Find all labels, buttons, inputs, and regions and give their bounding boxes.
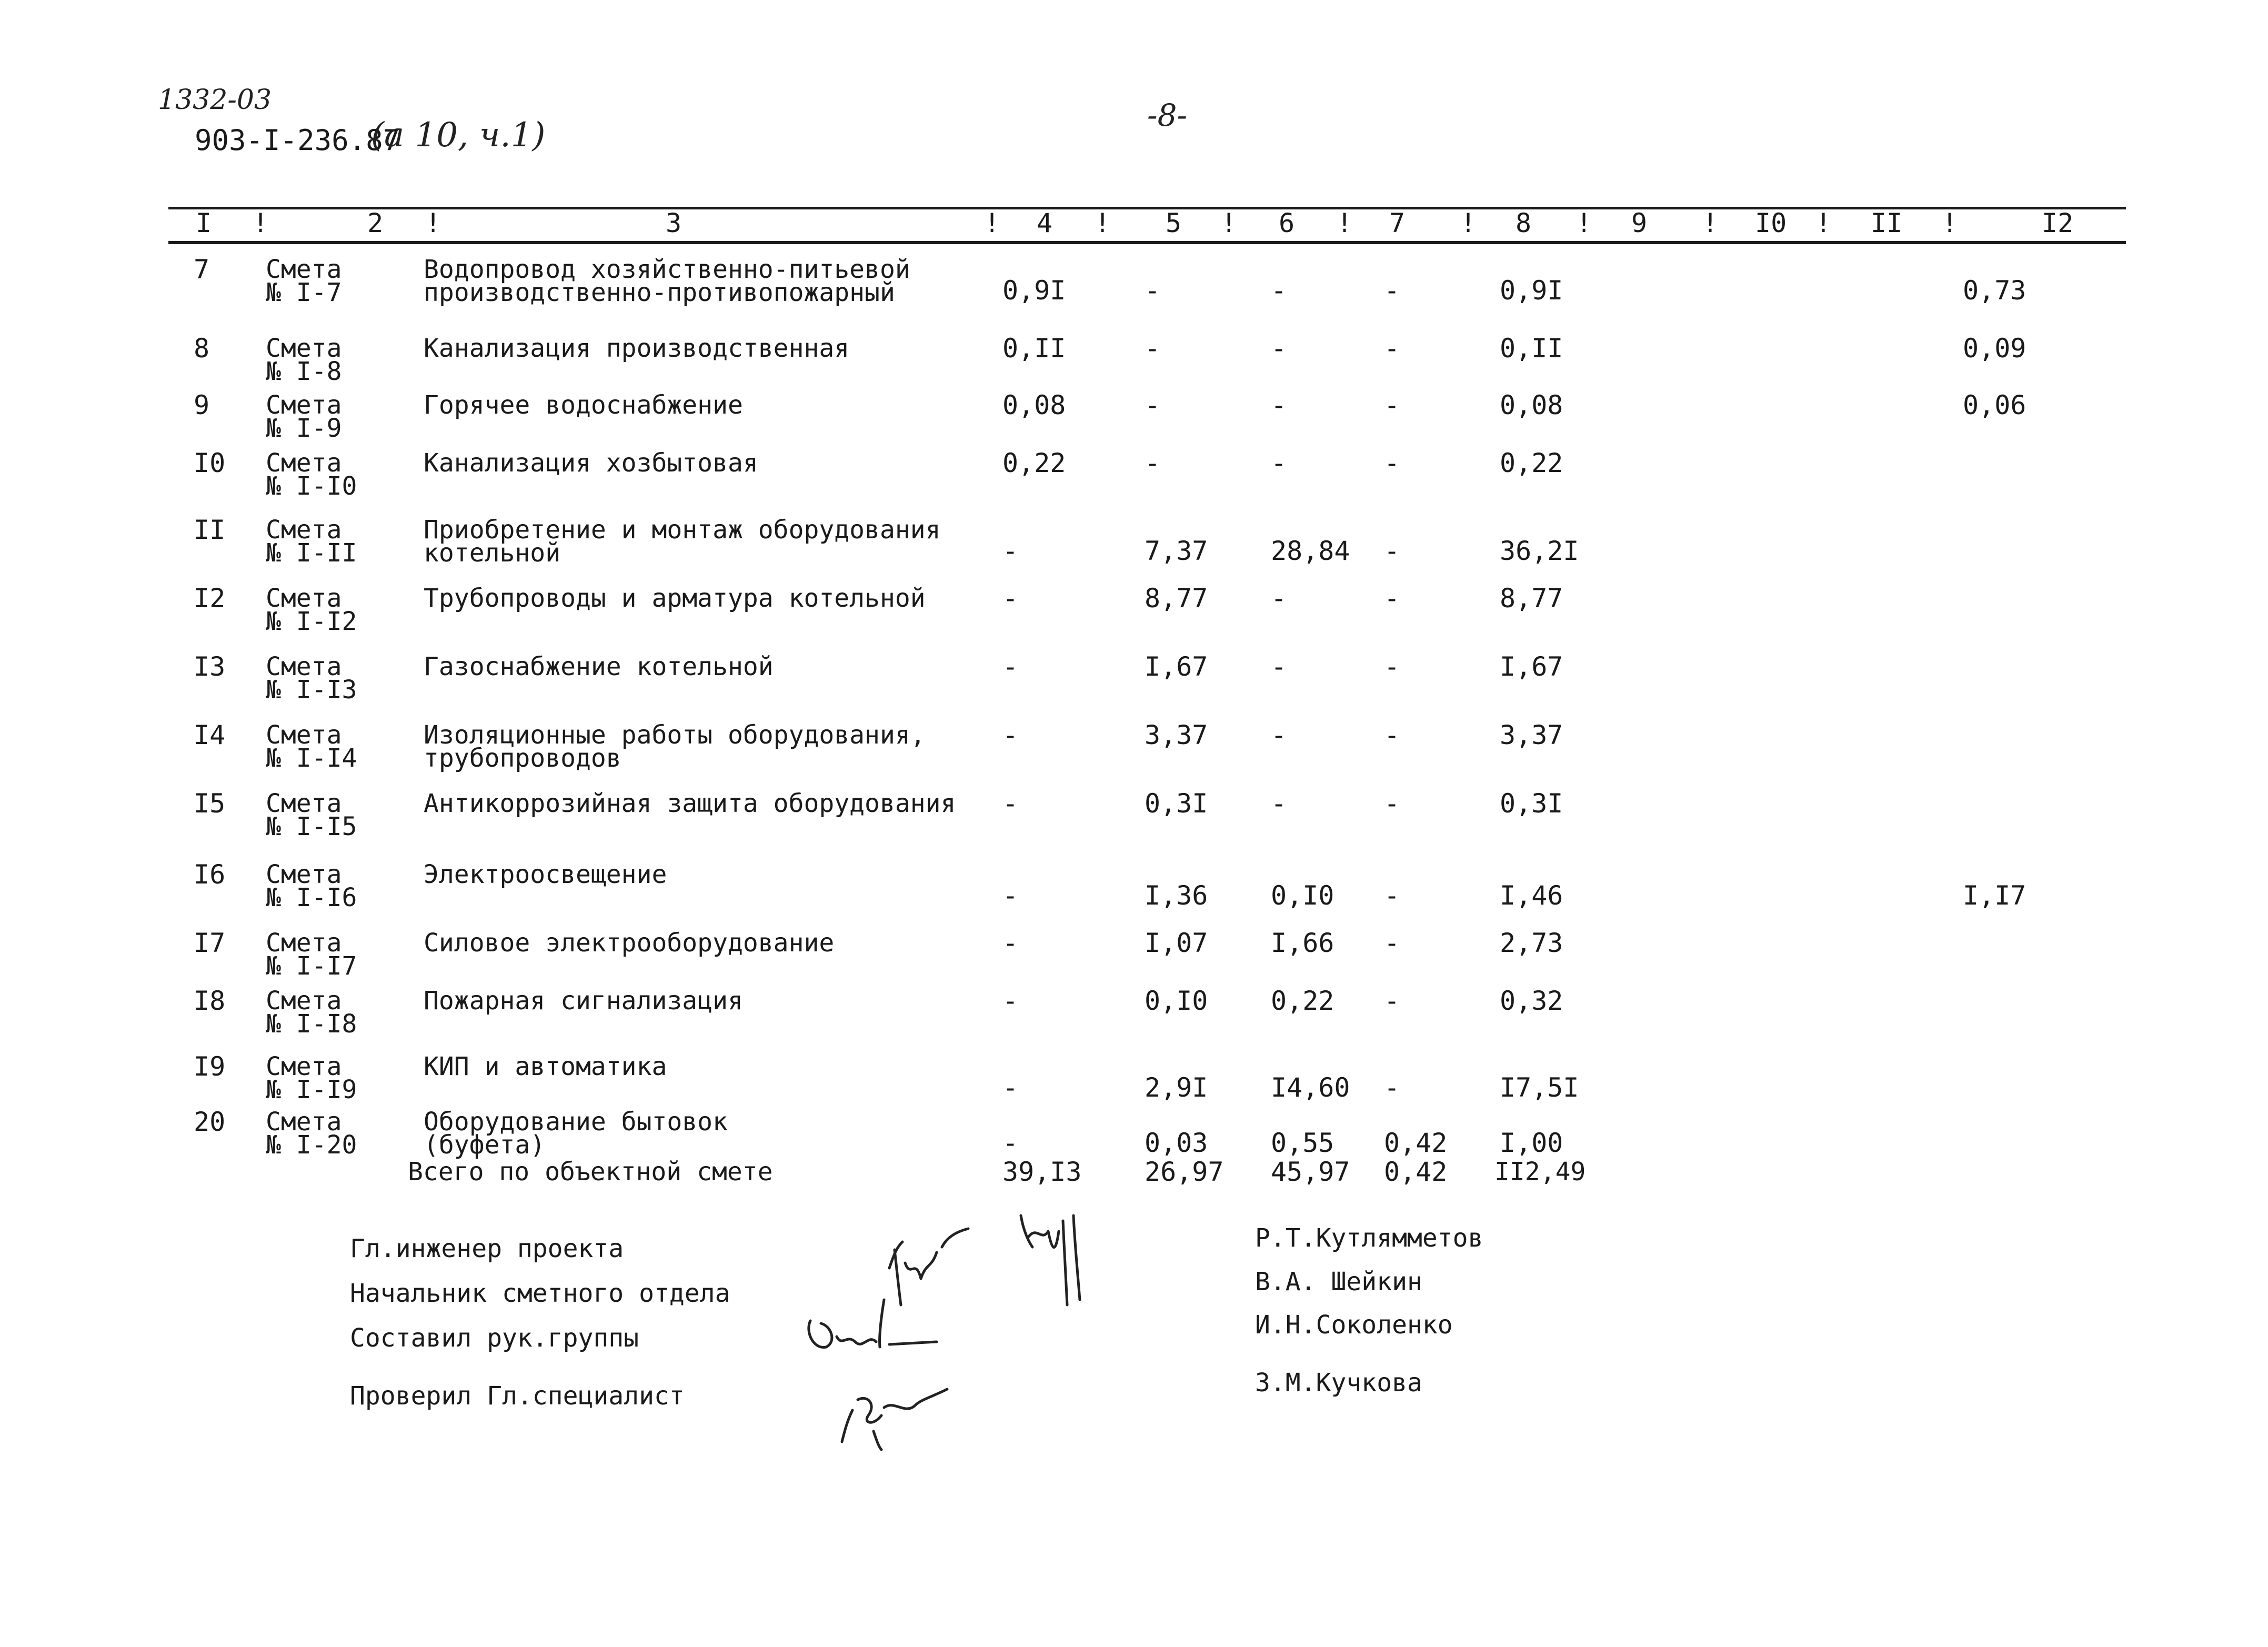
col6-value: I4,60 [1271,1072,1350,1103]
column-separator: ! [425,208,441,238]
col8-value: 8,77 [1500,583,1563,614]
column-separator: ! [1460,208,1477,238]
col7-value: - [1384,880,1400,911]
work-name-line2: производственно-противопожарный [424,278,895,307]
col6-value: 0,22 [1271,986,1334,1016]
estimate-number: № I-I2 [266,607,357,636]
col7-value: - [1384,720,1400,750]
column-separator: ! [1942,208,1958,238]
work-name: Силовое электрооборудование [424,928,835,958]
handwritten-archive-code: 1332-03 [158,84,272,116]
estimate-number: № I-I5 [266,812,357,841]
column-header: I [196,208,212,238]
column-header: 5 [1166,208,1182,238]
estimate-label: Смета [266,860,342,889]
total-col5: 26,97 [1145,1157,1224,1187]
row-number: I6 [194,859,226,890]
signatory-title: Начальник сметного отдела [350,1279,730,1308]
row-number: I3 [194,651,226,682]
work-name: Газоснабжение котельной [424,652,774,681]
col8-value: 0,3I [1500,788,1563,819]
work-name: Антикоррозийная защита оборудования [424,789,956,818]
table-row [0,720,2268,792]
signatory-title: Гл.инженер проекта [350,1234,624,1263]
signatory-name: И.Н.Соколенко [1255,1310,1453,1340]
work-name: Пожарная сигнализация [424,986,743,1016]
work-name-line2: трубопроводов [424,744,621,773]
estimate-number: № I-9 [266,414,342,443]
row-number: 9 [194,390,210,420]
col5-value: 0,3I [1145,788,1208,819]
total-col7: 0,42 [1384,1157,1448,1187]
estimate-number: № I-I4 [266,744,357,773]
table-row [0,583,2268,655]
col5-value: 8,77 [1145,583,1208,614]
col8-value: 2,73 [1500,928,1563,958]
total-col6: 45,97 [1271,1157,1350,1187]
work-name: Изоляционные работы оборудования, [424,720,926,750]
col4-value: - [1002,1072,1019,1103]
estimate-label: Смета [266,448,342,478]
estimate-label: Смета [266,334,342,363]
column-header: 3 [666,208,682,238]
estimate-number: № I-I0 [266,471,357,501]
table-row [0,986,2268,1058]
col6-value: - [1271,333,1287,364]
col7-value: - [1384,448,1400,478]
document-code: 903-I-236.87 [195,124,400,157]
column-separator: ! [253,208,269,238]
table-row [0,254,2268,326]
column-header: 4 [1037,208,1053,238]
table-row [0,448,2268,520]
col5-value: 3,37 [1145,720,1208,750]
col4-value: 0,22 [1002,448,1066,478]
header-bottom-rule [168,241,2126,244]
col5-value: I,36 [1145,880,1208,911]
col6-value: 28,84 [1271,536,1350,566]
col5-value: - [1145,333,1161,364]
col7-value: - [1384,583,1400,614]
estimate-label: Смета [266,515,342,545]
work-name: Оборудование бытовок [424,1107,728,1137]
col8-value: 0,32 [1500,986,1563,1016]
col7-value: - [1384,333,1400,364]
signatory-name: В.А. Шейкин [1255,1267,1422,1297]
total-col8: II2,49 [1494,1157,1586,1187]
col5-value: 0,03 [1145,1128,1208,1158]
table-row [0,651,2268,724]
estimate-number: № I-I9 [266,1075,357,1104]
table-row [0,859,2268,931]
row-number: I2 [194,583,226,614]
col12-value: I,I7 [1963,880,2026,911]
col4-value: - [1002,1128,1019,1158]
col6-value: - [1271,788,1287,819]
row-number: II [194,515,226,545]
col5-value: - [1145,390,1161,420]
document-code-handwritten-note: (а 10, ч.1) [371,116,546,155]
col5-value: - [1145,275,1161,306]
estimate-number: № I-20 [266,1130,357,1160]
col5-value: I,67 [1145,651,1208,682]
col7-value: - [1384,1072,1400,1103]
table-row [0,788,2268,860]
estimate-label: Смета [266,652,342,681]
handwritten-signatures [789,1200,1131,1452]
column-separator: ! [1337,208,1353,238]
col7-value: - [1384,928,1400,958]
column-separator: ! [1221,208,1237,238]
estimate-label: Смета [266,255,342,284]
col8-value: 36,2I [1500,536,1579,566]
col4-value: - [1002,788,1019,819]
col8-value: 0,9I [1500,275,1563,306]
col8-value: 0,22 [1500,448,1563,478]
page-number: -8- [1147,97,1188,133]
column-header: 9 [1631,208,1648,238]
row-number: I0 [194,448,226,478]
col7-value: - [1384,986,1400,1016]
signatory-name: З.М.Кучкова [1255,1368,1422,1398]
column-header: 7 [1389,208,1406,238]
work-name: КИП и автоматика [424,1052,667,1081]
estimate-label: Смета [266,720,342,750]
work-name: Приобретение и монтаж оборудования [424,515,941,545]
estimate-label: Смета [266,584,342,613]
work-name: Электроосвещение [424,860,667,889]
work-name-line2: (буфета) [424,1130,546,1160]
column-separator: ! [1576,208,1592,238]
col7-value: 0,42 [1384,1128,1448,1158]
row-number: 8 [194,333,210,364]
column-header: I2 [2042,208,2074,238]
estimate-number: № I-I7 [266,951,357,981]
total-row [0,1157,2268,1229]
col5-value: 0,I0 [1145,986,1208,1016]
row-number: 20 [194,1107,226,1137]
col6-value: - [1271,720,1287,750]
work-name: Канализация хозбытовая [424,448,758,478]
column-separator: ! [984,208,1000,238]
estimate-number: № I-8 [266,357,342,386]
col4-value: - [1002,651,1019,682]
col4-value: 0,08 [1002,390,1066,420]
col7-value: - [1384,390,1400,420]
signatory-title: Составил рук.группы [350,1323,639,1353]
col8-value: 3,37 [1500,720,1563,750]
work-name: Водопровод хозяйственно-питьевой [424,255,910,284]
work-name: Канализация производственная [424,334,850,363]
col6-value: - [1271,651,1287,682]
row-number: I5 [194,788,226,819]
table-row [0,515,2268,587]
header-top-rule [168,207,2126,209]
work-name: Горячее водоснабжение [424,390,743,420]
col12-value: 0,73 [1963,275,2026,306]
total-label: Всего по объектной смете [408,1157,773,1187]
column-separator: ! [1095,208,1111,238]
estimate-label: Смета [266,390,342,420]
estimate-label: Смета [266,1107,342,1137]
col4-value: - [1002,928,1019,958]
estimate-label: Смета [266,1052,342,1081]
col6-value: I,66 [1271,928,1334,958]
col4-value: - [1002,986,1019,1016]
work-name: Трубопроводы и арматура котельной [424,584,926,613]
column-header: 2 [367,208,384,238]
estimate-label: Смета [266,928,342,958]
col5-value: 7,37 [1145,536,1208,566]
col7-value: - [1384,788,1400,819]
col4-value: - [1002,880,1019,911]
row-number: I4 [194,720,226,750]
col8-value: 0,II [1500,333,1563,364]
col12-value: 0,06 [1963,390,2026,420]
col12-value: 0,09 [1963,333,2026,364]
col4-value: - [1002,720,1019,750]
signatory-title: Проверил Гл.специалист [350,1381,685,1411]
col4-value: 0,9I [1002,275,1066,306]
col4-value: 0,II [1002,333,1066,364]
col6-value: - [1271,390,1287,420]
col6-value: 0,55 [1271,1128,1334,1158]
col6-value: - [1271,275,1287,306]
estimate-number: № I-I3 [266,675,357,705]
estimate-number: № I-II [266,538,357,568]
column-header: I0 [1755,208,1787,238]
estimate-label: Смета [266,986,342,1016]
estimate-number: № I-7 [266,278,342,307]
col5-value: I,07 [1145,928,1208,958]
estimate-number: № I-I8 [266,1009,357,1039]
column-header: 6 [1279,208,1295,238]
column-header: 8 [1516,208,1532,238]
col4-value: - [1002,536,1019,566]
signatory-name: Р.Т.Кутлямметов [1255,1223,1483,1253]
col5-value: - [1145,448,1161,478]
col7-value: - [1384,651,1400,682]
col4-value: - [1002,583,1019,614]
row-number: I9 [194,1051,226,1082]
col8-value: 0,08 [1500,390,1563,420]
total-col4: 39,I3 [1002,1157,1082,1187]
estimate-label: Смета [266,789,342,818]
col6-value: - [1271,448,1287,478]
row-number: I7 [194,928,226,958]
col7-value: - [1384,275,1400,306]
col7-value: - [1384,536,1400,566]
col8-value: I,46 [1500,880,1563,911]
col8-value: I7,5I [1500,1072,1579,1103]
col6-value: - [1271,583,1287,614]
column-header: II [1871,208,1903,238]
col8-value: I,00 [1500,1128,1563,1158]
estimate-number: № I-I6 [266,883,357,912]
column-separator: ! [1815,208,1832,238]
work-name-line2: котельной [424,538,561,568]
row-number: I8 [194,986,226,1016]
row-number: 7 [194,254,210,285]
col5-value: 2,9I [1145,1072,1208,1103]
col8-value: I,67 [1500,651,1563,682]
column-separator: ! [1702,208,1719,238]
col6-value: 0,I0 [1271,880,1334,911]
